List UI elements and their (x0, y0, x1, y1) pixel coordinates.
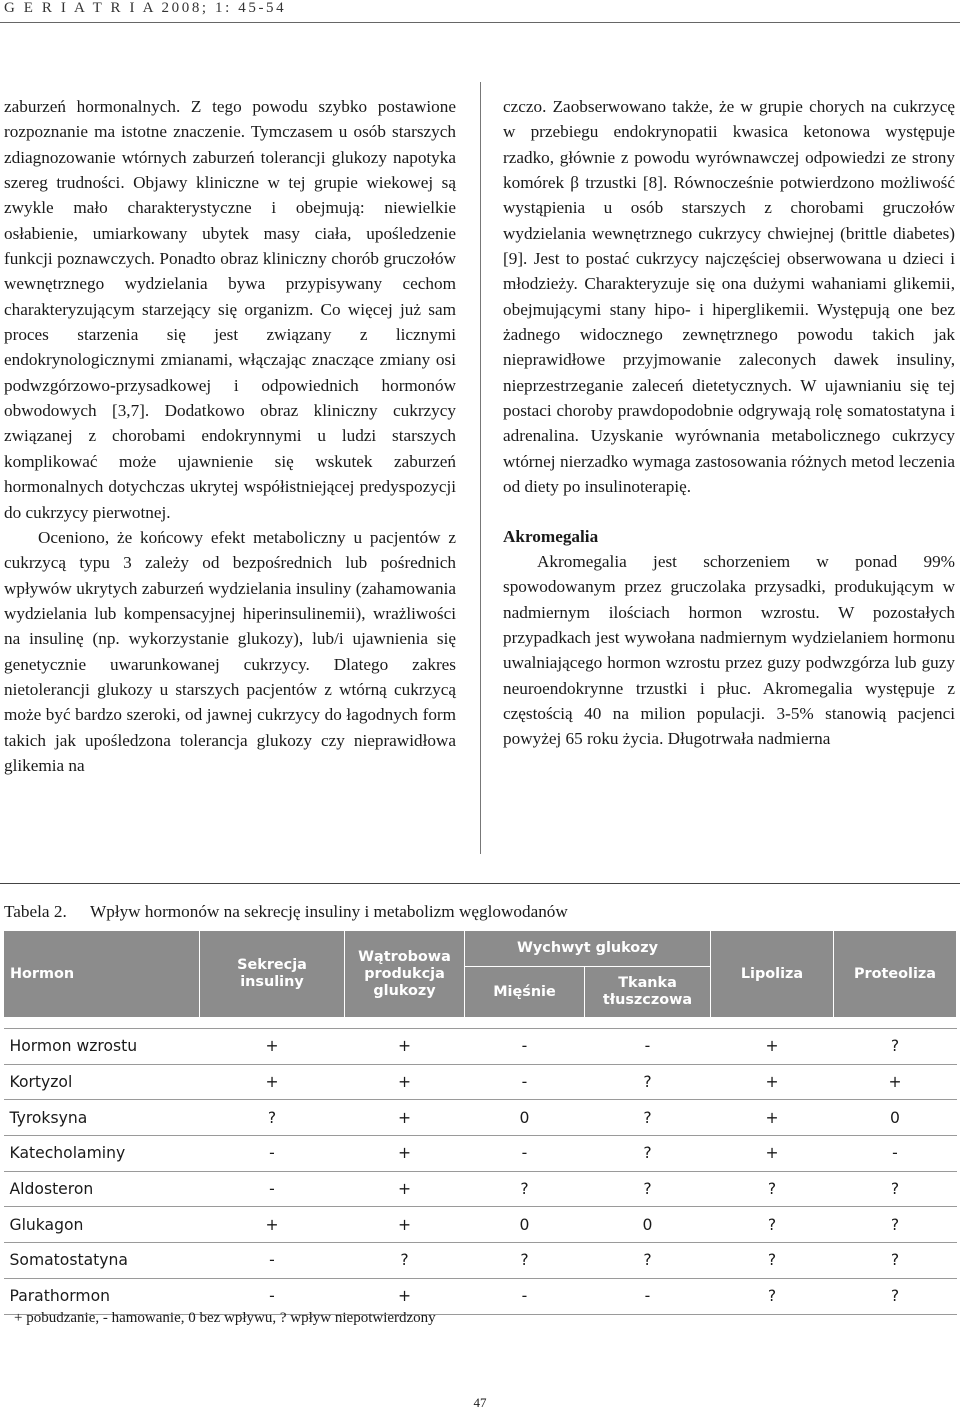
right-column (503, 94, 955, 752)
effect-cell: ? (834, 1171, 957, 1207)
effect-cell: - (465, 1029, 585, 1065)
effect-cell: + (345, 1207, 465, 1243)
effect-cell: + (711, 1029, 834, 1065)
hormone-name-cell: Glukagon (4, 1207, 200, 1243)
hormone-name-cell: Katecholaminy (4, 1136, 200, 1172)
header-proteolysis: Proteoliza (834, 931, 957, 1018)
effect-cell: ? (200, 1100, 345, 1136)
effect-cell: - (200, 1136, 345, 1172)
hormone-name-cell: Hormon wzrostu (4, 1029, 200, 1065)
effect-cell: + (345, 1171, 465, 1207)
header-hormone: Hormon (4, 931, 200, 1018)
table-row (4, 1136, 957, 1172)
effect-cell: ? (345, 1243, 465, 1279)
table-row (4, 1029, 957, 1065)
effect-cell: ? (465, 1243, 585, 1279)
header-hepatic-glucose: Wątrobowa produkcja glukozy (345, 931, 465, 1018)
effect-cell: - (465, 1278, 585, 1314)
effect-cell: 0 (465, 1207, 585, 1243)
effect-cell: + (200, 1064, 345, 1100)
effect-cell: ? (585, 1100, 711, 1136)
effect-cell: ? (711, 1207, 834, 1243)
body-paragraph: zaburzeń hormonalnych. Z tego powodu szybko postawione rozpoznanie ma istotne znaczenie. Tymczasem u osób starszych zdiagnozowanie wtórnych zaburzeń tolerancji glukozy napotyka szereg trudności. Objawy kliniczne w tej grupie wiekowej są zwykle mało charakterystyczne i obejmują: niewielkie osłabienie, umiarkowany ubytek masy ciała, upośledzenie funkcji poznawczych. Ponadto obraz kliniczny chorób gruczołów wewnętrznego wydzielania bywa przypisywany cechom charakteryzującym starzejący się organizm. Co więcej już sam proces starzenia się jest związany z licznymi endokrynologicznymi zmianami, włączając znaczące zmiany osi podwzgórzowo-przysadkowej i odpowiednich hormonów obwodowych [3,7]. Dodatkowo obraz kliniczny cukrzycy związanej z chorobami endokrynnymi u ludzi starszych komplikować może ujawnienie się wskutek zaburzeń hormonalnych dotychczas ukrytej współistniejącej predyspozycji do cukrzycy pierwotnej. (4, 97, 456, 522)
effect-cell: - (834, 1136, 957, 1172)
effect-cell: + (345, 1278, 465, 1314)
table-caption-text: Wpływ hormonów na sekrecję insuliny i metabolizm węglowodanów (90, 902, 568, 921)
table-body (4, 1029, 957, 1315)
effect-cell: ? (834, 1278, 957, 1314)
header-glucose-uptake: Wychwyt glukozy (465, 931, 711, 967)
body-paragraph: Akromegalia jest schorzeniem w ponad 99% spowodowanym przez gruczolaka przysadki, produkującym w nadmiernym ilościach hormon wzrostu. W pozostałych przypadkach jest wywołana nadmiernym wydzielaniem hormonu uwalniającego hormon wzrostu przez guzy podwzgórza lub guzy neuroendokrynne trzustki i płuc. Akromegalia występuje z częstością 40 na milion populacji. 3-5% stanowią pacjenci powyżej 65 roku życia. Długotrwała nadmierna (503, 551, 955, 749)
effect-cell: + (711, 1100, 834, 1136)
table-row (4, 1064, 957, 1100)
effect-cell: ? (711, 1171, 834, 1207)
effect-cell: - (465, 1136, 585, 1172)
effect-cell: - (200, 1243, 345, 1279)
effect-cell: ? (834, 1207, 957, 1243)
effect-cell: ? (585, 1243, 711, 1279)
table-caption (4, 900, 954, 924)
header-rule (0, 22, 960, 23)
header-adipose: Tkanka tłuszczowa (585, 967, 711, 1018)
table-row (4, 1207, 957, 1243)
column-divider (480, 82, 481, 854)
table-separator-rule (0, 883, 960, 884)
effect-cell: + (711, 1064, 834, 1100)
effect-cell: - (465, 1064, 585, 1100)
effect-cell: 0 (465, 1100, 585, 1136)
table-legend: + pobudzanie, - hamowanie, 0 bez wpływu, ? wpływ niepotwierdzony (14, 1310, 436, 1326)
hormone-name-cell: Somatostatyna (4, 1243, 200, 1279)
effect-cell: + (345, 1136, 465, 1172)
header-muscle: Mięśnie (465, 967, 585, 1018)
effect-cell: 0 (834, 1100, 957, 1136)
effect-cell: + (834, 1064, 957, 1100)
effect-cell: ? (585, 1171, 711, 1207)
effect-cell: - (200, 1171, 345, 1207)
left-column (4, 94, 456, 778)
effect-cell: - (585, 1278, 711, 1314)
hormone-table (3, 930, 957, 1315)
header-insulin-secretion: Sekrecja insuliny (200, 931, 345, 1018)
effect-cell: 0 (585, 1207, 711, 1243)
table-caption-label: Tabela 2. (4, 902, 67, 921)
hormone-name-cell: Tyroksyna (4, 1100, 200, 1136)
effect-cell: + (200, 1029, 345, 1065)
body-paragraph: czczo. Zaobserwowano także, że w grupie chorych na cukrzycę w przebiegu endokrynopatii kwasica ketonowa występuje rzadko, głównie z powodu wyrównawczej odpowiedzi ze strony komórek β trzustki [8]. Równocześnie potwierdzono możliwość wystąpienia u osób starszych z chorobami gruczołów wydzielania wewnętrznego cukrzycy chwiejnej (brittle diabetes) [9]. Jest to postać cukrzycy najczęściej obserwowana u dzieci i młodzieży. Charakteryzuje się ona dużymi wahaniami glikemii, obejmującymi stany hipo- i hiperglikemii. Występują one bez żadnego widocznego zewnętrznego powodu takich jak nieprawidłowe przyjmowanie zaleconych dawek insuliny, nieprzestrzeganie zaleceń dietetycznych. W ujawnianiu się tej postaci choroby prawdopodobnie odgrywają rolę somatostatyna i adrenalina. Uzyskanie wyrównania metabolicznego cukrzycy wtórnej nierzadko wymaga zastosowania różnych metod leczenia od diety po insulinoterapię. (503, 97, 955, 497)
table-row (4, 1171, 957, 1207)
page-number: 47 (473, 1395, 487, 1410)
table-row (4, 1100, 957, 1136)
hormone-name-cell: Kortyzol (4, 1064, 200, 1100)
running-head: G E R I A T R I A 2008; 1: 45-54 (4, 0, 287, 16)
effect-cell: + (345, 1064, 465, 1100)
body-paragraph: Oceniono, że końcowy efekt metaboliczny u pacjentów z cukrzycą typu 3 zależy od bezpośrednich lub pośrednich wpływów ukrytych zaburzeń wydzielania insuliny (zahamowania wydzielania lub kompensacyjnej hiperinsulinemii), wrażliwości na insulinę (np. wykorzystanie glukozy), lub/i ujawnienia się genetycznie uwarunkowanej cukrzycy. Dlatego zakres nietolerancji glukozy u starszych pacjentów z wtórną cukrzycą może być bardzo szeroki, od jawnej cukrzycy do łagodnych form takich jak upośledzona tolerancja glukozy czy nieprawidłowa glikemia na (4, 527, 456, 775)
effect-cell: + (711, 1136, 834, 1172)
hormone-name-cell: Aldosteron (4, 1171, 200, 1207)
effect-cell: - (585, 1029, 711, 1065)
effect-cell: + (345, 1100, 465, 1136)
effect-cell: ? (711, 1278, 834, 1314)
section-heading: Akromegalia (503, 526, 599, 546)
effect-cell: ? (834, 1243, 957, 1279)
header-lipolysis: Lipoliza (711, 931, 834, 1018)
effect-cell: ? (585, 1064, 711, 1100)
effect-cell: + (345, 1029, 465, 1065)
hormone-name-cell: Parathormon (4, 1278, 200, 1314)
effect-cell: + (200, 1207, 345, 1243)
table-row (4, 1243, 957, 1279)
effect-cell: ? (585, 1136, 711, 1172)
effect-cell: ? (834, 1029, 957, 1065)
effect-cell: ? (465, 1171, 585, 1207)
effect-cell: - (200, 1278, 345, 1314)
effect-cell: ? (711, 1243, 834, 1279)
